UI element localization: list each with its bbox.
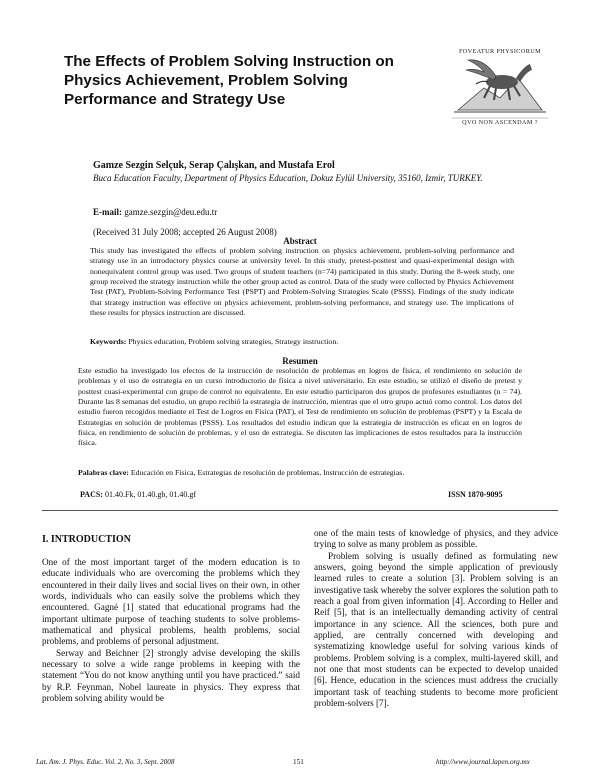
authors: Gamze Sezgin Selçuk, Serap Çalışkan, and Mustafa Erol <box>93 160 335 171</box>
logo-top-text: FOVEATUR PHYSICORUM <box>458 48 542 55</box>
palabras-label: Palabras clave: <box>78 468 129 477</box>
page-number: 151 <box>293 758 304 766</box>
abstract-text: This study has investigated the effects of problem solving instruction on physics achievement, problem-solving performance and strategy use in an introductory physics course at university level. In this study, pretest-posttest and quasi-experimental design with nonequivalent control group was used. Two groups of student teachers (n=74) participated in this study. During the 8-week study, one group received the strategy instruction while the other group acted as control. Data of the study were collected by Physics Achievement Test (PAT), Problem-Solving Performance Test (PSPT) and Problem-Solving Strategies Scale (PSSS). Findings of the study indicate that strategy instruction was effective on physics achievement, problem-solving performance, and strategy use. The implications of these results for physics instruction are discussed. <box>90 246 514 318</box>
intro-paragraph: one of the main tests of knowledge of physics, and they advice trying to solve as many problem as possible. <box>314 528 558 550</box>
footer-url[interactable]: http://www.journal.lapen.org.mx <box>436 758 530 766</box>
logo-bottom-text: QVO NON ASCENDAM ? <box>462 119 538 126</box>
abstract-heading: Abstract <box>283 236 317 246</box>
pacs <box>80 490 196 499</box>
affiliation: Buca Education Faculty, Department of Physics Education, Dokuz Eylül University, 35160, Izmir, TURKEY. <box>93 173 483 183</box>
email-label: E-mail: <box>93 207 122 217</box>
intro-paragraph: One of the most important target of the modern education is to educate individuals who are overcoming the problems which they encountered in their daily lives and social lives on their own, in other words, individuals who can easily solve the problems which they encountered. Gagné [1] stated that educational programs had the important ultimate purpose of teaching students to solve problems-mathematical and physical problems, health problems, social problems, and problems of personal adjustment. <box>42 557 300 647</box>
pacs-label: PACS: <box>80 490 103 499</box>
palabras-clave <box>78 468 518 477</box>
paper-title: The Effects of Problem Solving Instruction on Physics Achievement, Problem Solving Performance and Strategy Use <box>64 53 394 108</box>
footer-journal: Lat. Am. J. Phys. Educ. Vol. 2, No. 3, Sept. 2008 <box>36 758 175 766</box>
intro-left-column <box>42 557 300 704</box>
email-row <box>93 207 217 217</box>
email-address[interactable]: gamze.sezgin@deu.edu.tr <box>124 207 218 217</box>
pacs-text: 01.40.Fk, 01.40.gb, 01.40.gf <box>104 490 197 499</box>
issn: ISSN 1870-9095 <box>448 490 503 499</box>
keywords <box>90 337 520 346</box>
divider <box>42 510 558 511</box>
pegasus-icon <box>444 48 556 128</box>
resumen-heading: Resumen <box>282 356 318 366</box>
journal-logo <box>444 48 556 128</box>
keywords-text: Physics education, Problem solving strategies, Strategy instruction. <box>128 337 339 346</box>
intro-heading: I. INTRODUCTION <box>42 534 131 545</box>
resumen-text: Este estudio ha investigado los efectos de la instrucción de resolución de problemas en logros de física, el rendimiento en solución de problemas y el uso de estrategia en un curso introductorio de física a nivel universitario. En este estudio, se utilizó el diseño de pretest y posttest cuasi-experimental con grupo de control no equivalente. En este estudio participaron dos grupos de profesores estudiantes (n = 74). Durante las 8 semanas del estudio, un grupo recibió la estrategia de instrucción, mientras que el otro grupo actuó como control. Los datos del estudio fueron recogidos mediante el Test de Logros en Física (PAT), el Test de rendimiento en solución de problemas (PSPT) y la Escala de Estrategias en solución de problemas (PSSS). Los resultados del estudio indican que la estrategia de instrucción es eficaz en en logros de física, en rendimiento de solución de problemas, y el uso de estrategia. Se discuten las implicaciones de estos resultados para la instrucción física. <box>78 366 522 448</box>
intro-right-column <box>314 528 558 710</box>
keywords-label: Keywords: <box>90 337 127 346</box>
received-date: (Received 31 July 2008; accepted 26 August 2008) <box>93 227 277 237</box>
intro-paragraph: Problem solving is usually defined as formulating new answers, going beyond the simple application of previously learned rules to create a solution [3]. Problem solving is an investigative task whereby the solver explores the solution path to reach a goal from given information [4]. According to Heller and Reif [5], that is an intellectually demanding activity of central importance in any science. All the sciences, both pure and applied, are centrally concerned with developing and systematizing knowledge useful for solving various kinds of problems. Problem solving is a complex, multi-layered skill, and not one that most students can be expected to develop unaided [6]. Hence, education in the sciences must address the crucially important task of teaching students to become more proficient problem-solvers [7]. <box>314 550 558 709</box>
intro-paragraph: Serway and Beichner [2] strongly advise developing the skills necessary to solve a wide range problems in keeping with the statement “You do not know anything until you have practiced.” said by R.P. Feynman, Nobel laureate in physics. They express that problem solving ability would be <box>42 647 300 704</box>
palabras-text: Educación en Física, Estrategias de resolución de problemas, Instrucción de estrategias. <box>130 468 405 477</box>
